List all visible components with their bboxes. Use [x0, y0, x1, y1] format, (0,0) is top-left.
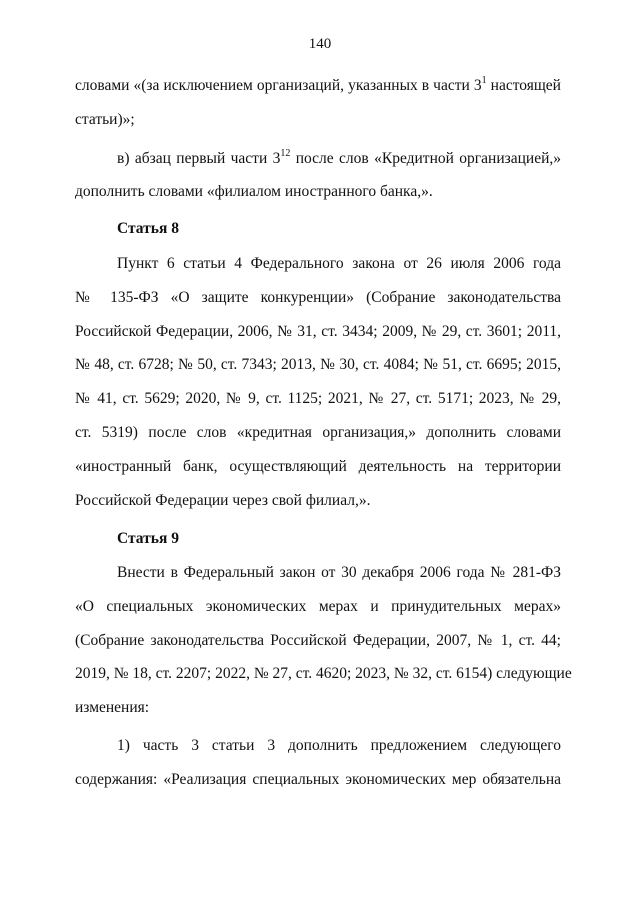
- superscript: 1: [481, 74, 487, 86]
- text-line: «О специальных экономических мерах и принудительных мерах»: [75, 598, 561, 615]
- text-line: № 48, ст. 6728; № 50, ст. 7343; 2013, № 30, ст. 4084; № 51, ст. 6695; 2015,: [75, 356, 561, 373]
- text-line: Пункт 6 статьи 4 Федерального закона от 26 июля 2006 года: [117, 255, 561, 272]
- text-line: 2019, № 18, ст. 2207; 2022, № 27, ст. 4620; 2023, № 32, ст. 6154) следующие: [75, 665, 572, 682]
- text-line: «иностранный банк, осуществляющий деятельность на территории: [75, 458, 561, 475]
- text-line: Российской Федерации через свой филиал,».: [75, 492, 371, 509]
- text-line: № 41, ст. 5629; 2020, № 9, ст. 1125; 2021, № 27, ст. 5171; 2023, № 29,: [75, 390, 561, 407]
- text-line: 1) часть 3 статьи 3 дополнить предложением следующего: [117, 737, 561, 754]
- text-fragment: после слов «Кредитной организацией,»: [290, 150, 562, 167]
- text-line: (Собрание законодательства Российской Федерации, 2007, № 1, ст. 44;: [75, 632, 561, 649]
- page-number: 140: [308, 36, 332, 52]
- text-fragment: словами «(за исключением организаций, указанных в части 3: [75, 77, 482, 94]
- text-line: ст. 5319) после слов «кредитная организация,» дополнить словами: [75, 424, 561, 441]
- text-line: содержания: «Реализация специальных экономических мер обязательна: [75, 771, 561, 788]
- article-heading: Статья 9: [117, 530, 179, 547]
- article-heading: Статья 8: [117, 220, 179, 237]
- text-fragment: настоящей: [486, 77, 561, 94]
- text-line: изменения:: [75, 699, 150, 716]
- text-line: Российской Федерации, 2006, № 31, ст. 3434; 2009, № 29, ст. 3601; 2011,: [75, 323, 561, 340]
- text-line: статьи)»;: [75, 111, 135, 128]
- text-fragment: в) абзац первый части 3: [117, 150, 281, 167]
- text-line: № 135-ФЗ «О защите конкуренции» (Собрание законодательства: [75, 289, 561, 306]
- superscript: 12: [280, 147, 291, 159]
- text-line: [75, 76, 561, 96]
- text-line: дополнить словами «филиалом иностранного банка,».: [75, 183, 433, 200]
- text-line: [117, 149, 561, 169]
- text-line: Внести в Федеральный закон от 30 декабря 2006 года № 281-ФЗ: [117, 564, 561, 581]
